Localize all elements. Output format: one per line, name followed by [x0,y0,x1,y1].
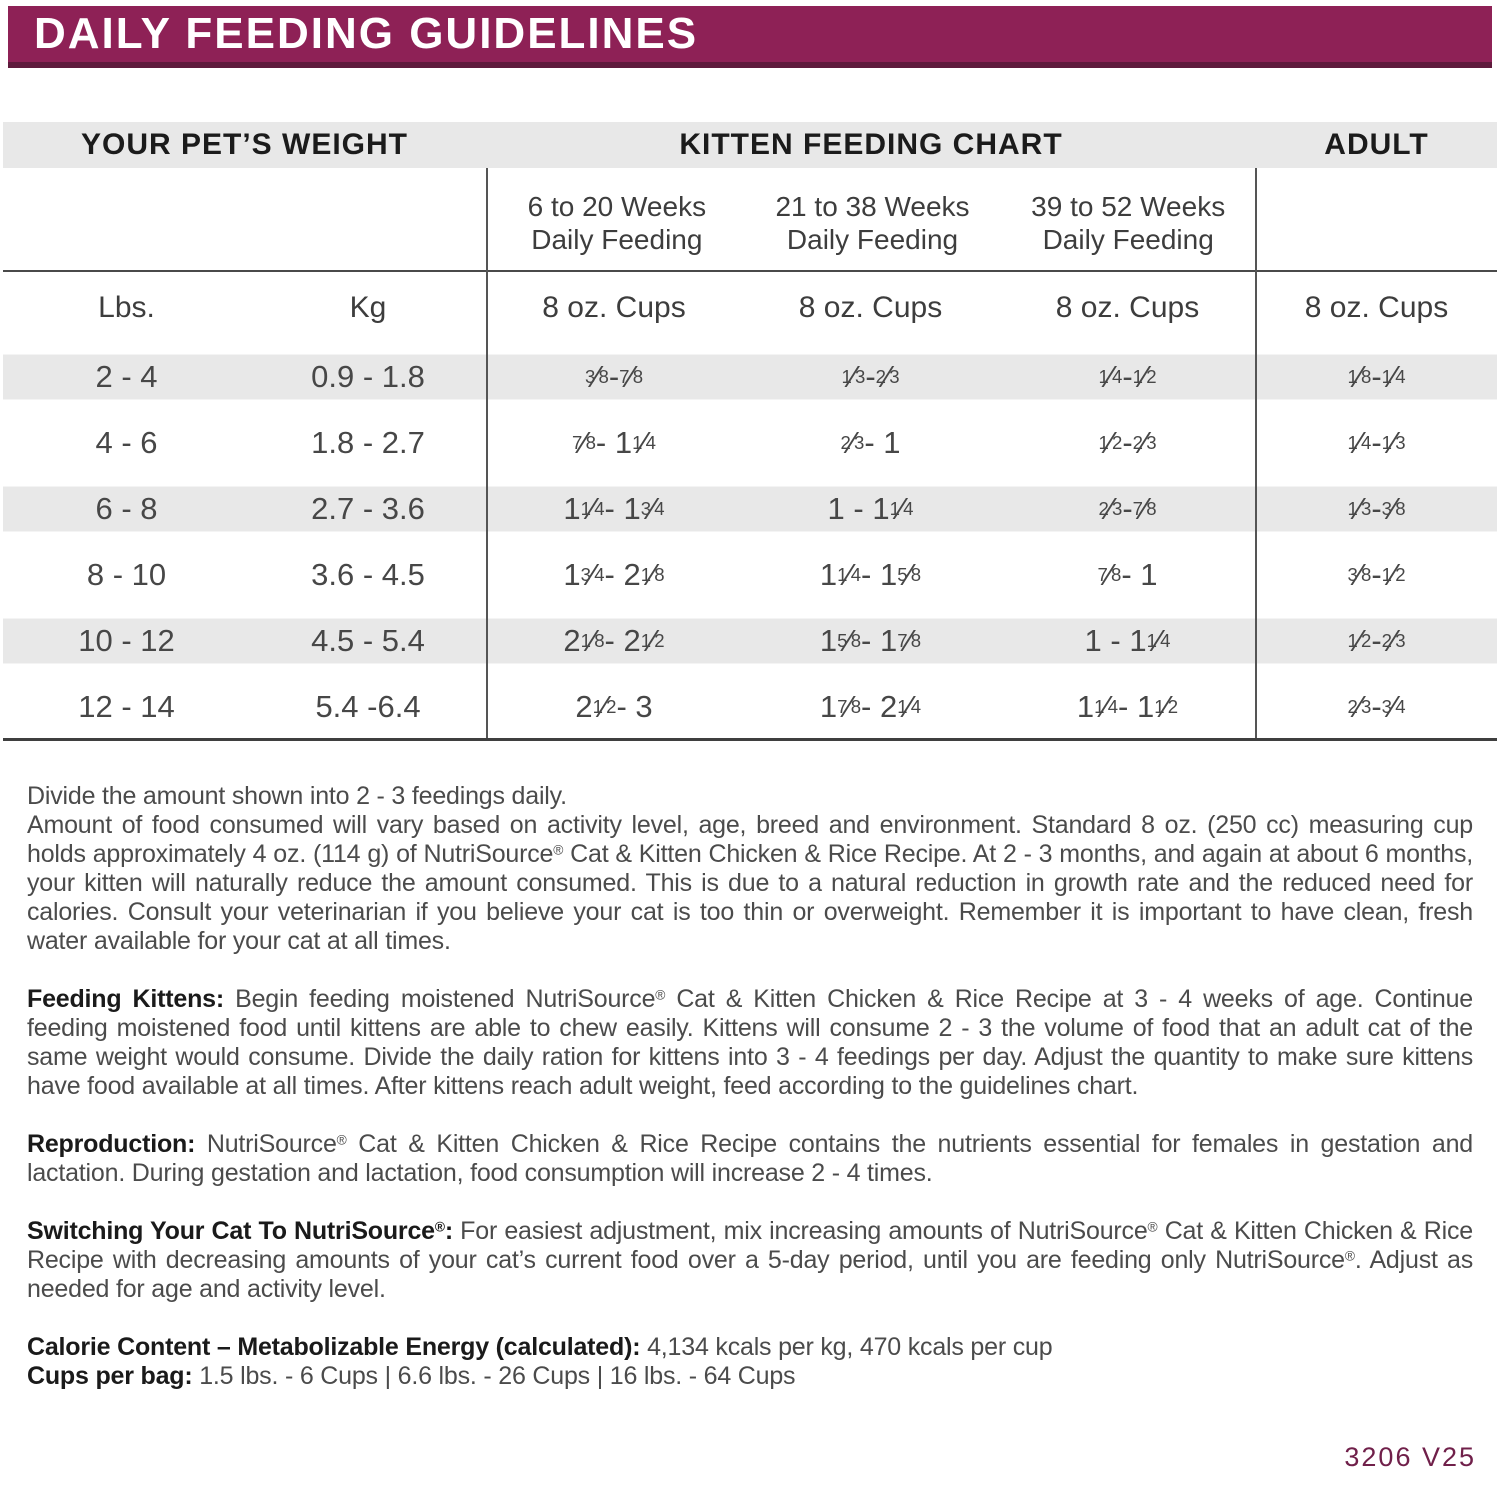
unit-lbs: Lbs. [98,291,155,324]
vertical-divider-right [1255,168,1257,741]
cell-adult: 2 ⁄ 3 - 3 ⁄ 4 [1347,689,1406,724]
cell-adult: 1 ⁄ 8 - 1 ⁄ 4 [1347,359,1406,394]
unit-cups-6-20: 8 oz. Cups [542,291,686,324]
note-body: Begin feeding moistened NutriSource® Cat & Kitten Chicken & Rice Recipe at 3 - 4 weeks of age. Continue feeding moistened food until kittens are able to chew easily. Kittens will consume 2 - 3 the volume of food that an adult cat of the same weight would consume. Divide the daily ration for kittens into 3 - 4 feedings per day. Adjust the quantity to make sure kittens have food available at all times. After kittens reach adult weight, feed according to the guidelines chart. [27,985,1474,1100]
section-header-adult: ADULT [1324,128,1429,161]
cell-lbs: 8 - 10 [86,557,167,592]
product-code: 3206 V25 [1344,1442,1476,1472]
cell-lbs: 4 - 6 [95,425,158,460]
cups-lead: Cups per bag: [27,1362,193,1390]
cell-21-38: 1 - 1 1 ⁄ 4 [827,491,914,526]
calorie-body: 4,134 kcals per kg, 470 kcals per cup [640,1333,1053,1361]
cell-lbs: 6 - 8 [95,491,158,526]
note-lead: Feeding Kittens: [27,985,224,1013]
cell-lbs: 2 - 4 [95,359,158,394]
cell-21-38: 1 ⁄ 3 - 2 ⁄ 3 [841,359,900,394]
cell-21-38: 1 7 ⁄ 8 - 2 1 ⁄ 4 [819,689,922,724]
subheader-21-38-weeks: 21 to 38 Weeks Daily Feeding [775,191,970,255]
title-bar [8,6,1492,68]
calorie-lead: Calorie Content – Metabolizable Energy (calculated): [27,1333,641,1361]
cell-39-52: 2 ⁄ 3 - 7 ⁄ 8 [1098,491,1157,526]
table-body [3,344,1497,740]
subheader-6-20-weeks: 6 to 20 Weeks Daily Feeding [527,191,707,255]
note-intro-line: Divide the amount shown into 2 - 3 feedings daily. [27,782,567,810]
section-header-kitten: KITTEN FEEDING CHART [679,128,1063,161]
cell-kg: 5.4 -6.4 [315,689,421,724]
week-range-subheaders [489,176,1256,270]
note-intro-body: Amount of food consumed will vary based on activity level, age, breed and environment. Standard 8 oz. (250 cc) measuring cup holds approximately 4 oz. (114 g) of NutriSource® Cat & Kitten Chicken & Rice Recipe. At 2 - 3 months, and again at about 6 months, your kitten will naturally reduce the amount consumed. This is due to a natural reduction in growth rate and the reduced need for calories. Consult your veterinarian if you believe your cat is too thin or overweight. Remember it is important to have clean, fresh water available for your cat at all times. [27,811,1473,955]
table-row [3,542,1497,608]
cell-kg: 2.7 - 3.6 [311,491,425,526]
cell-6-20: 7 ⁄ 8 - 1 1 ⁄ 4 [572,425,656,460]
unit-cups-39-52: 8 oz. Cups [1055,291,1200,324]
calorie-block [27,1333,1473,1391]
unit-cups-21-38: 8 oz. Cups [798,291,943,324]
subheader-39-52-weeks: 39 to 52 Weeks Daily Feeding [1031,191,1226,255]
cell-adult: 1 ⁄ 3 - 3 ⁄ 8 [1347,491,1406,526]
table-row [3,476,1497,542]
note-lead: Switching Your Cat To NutriSource®: [27,1217,453,1245]
cell-6-20: 1 1 ⁄ 4 - 1 3 ⁄ 4 [563,491,665,526]
note-body: NutriSource® Cat & Kitten Chicken & Rice Recipe contains the nutrients essential for females in gestation and lactation. During gestation and lactation, food consumption will increase 2 - 4 times. [27,1130,1473,1187]
table-section-header-band [3,122,1497,168]
cell-adult: 1 ⁄ 4 - 1 ⁄ 3 [1347,425,1406,460]
table-bottom-line [3,738,1497,741]
cell-21-38: 1 1 ⁄ 4 - 1 5 ⁄ 8 [819,557,922,592]
table-row [3,608,1497,674]
cups-body: 1.5 lbs. - 6 Cups | 6.6 lbs. - 26 Cups | 16 lbs. - 64 Cups [192,1362,796,1390]
cups-per-bag-line [27,1362,1473,1391]
cell-lbs: 12 - 14 [78,689,175,724]
table-row [3,410,1497,476]
cell-39-52: 1 ⁄ 2 - 2 ⁄ 3 [1098,425,1157,460]
note-reproduction [27,1130,1473,1188]
cell-kg: 3.6 - 4.5 [311,557,425,592]
unit-cups-adult: 8 oz. Cups [1304,291,1449,324]
cell-kg: 1.8 - 2.7 [311,425,425,460]
note-lead: Reproduction: [27,1130,196,1158]
cell-6-20: 2 1 ⁄ 2 - 3 [575,689,653,724]
cell-adult: 3 ⁄ 8 - 1 ⁄ 2 [1347,557,1406,592]
cell-lbs: 10 - 12 [78,623,175,658]
calorie-content-line [27,1333,1473,1362]
vertical-divider-left [486,168,488,741]
cell-39-52: 7 ⁄ 8 - 1 [1097,557,1158,592]
unit-kg: Kg [349,291,387,324]
table-row [3,674,1497,740]
section-header-weight: YOUR PET’S WEIGHT [80,128,409,161]
page-title: DAILY FEEDING GUIDELINES [34,9,699,58]
cell-6-20: 3 ⁄ 8 - 7 ⁄ 8 [584,359,644,394]
cell-6-20: 1 3 ⁄ 4 - 2 1 ⁄ 8 [563,557,665,592]
cell-6-20: 2 1 ⁄ 8 - 2 1 ⁄ 2 [563,623,665,658]
cell-kg: 4.5 - 5.4 [311,623,425,658]
units-row [3,272,1497,344]
note-body: For easiest adjustment, mix increasing amounts of NutriSource® Cat & Kitten Chicken & Rice Recipe with decreasing amounts of your cat’s current food over a 5-day period, until you are feeding only NutriSource®. Adjust as needed for age and activity level. [27,1217,1473,1303]
cell-39-52: 1 - 1 1 ⁄ 4 [1084,623,1171,658]
feeding-notes [27,782,1473,1391]
cell-21-38: 2 ⁄ 3 - 1 [840,425,901,460]
cell-39-52: 1 ⁄ 4 - 1 ⁄ 2 [1098,359,1157,394]
cell-kg: 0.9 - 1.8 [311,359,425,394]
note-feeding-kittens [27,985,1473,1101]
note-switching [27,1217,1473,1304]
cell-39-52: 1 1 ⁄ 4 - 1 1 ⁄ 2 [1076,689,1179,724]
table-row [3,344,1497,410]
cell-21-38: 1 5 ⁄ 8 - 1 7 ⁄ 8 [819,623,922,658]
cell-adult: 1 ⁄ 2 - 2 ⁄ 3 [1347,623,1406,658]
